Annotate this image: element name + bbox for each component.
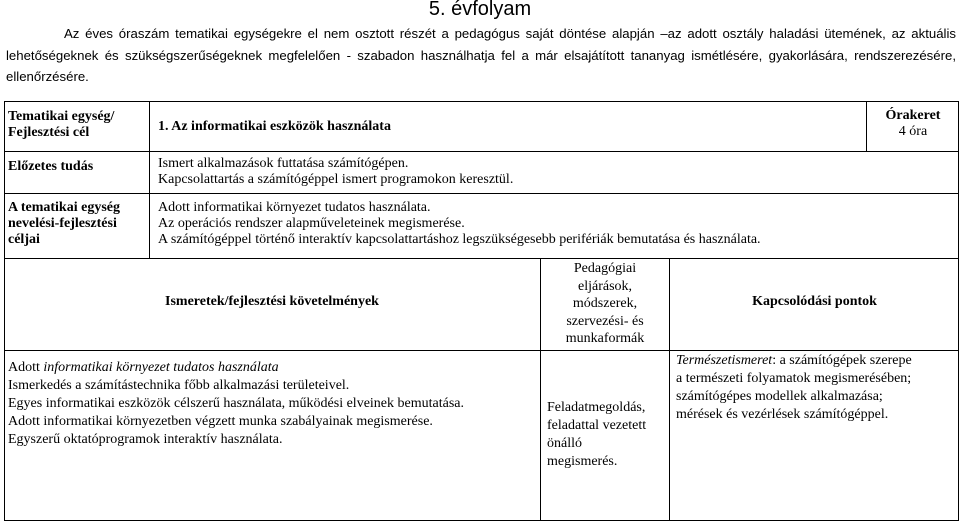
header-line: módszerek,: [572, 296, 638, 311]
content-line: megismerés.: [547, 454, 618, 469]
header-line: eljárások,: [577, 278, 633, 294]
label-elozetes-tudas: Előzetes tudás: [8, 159, 94, 174]
content-line: [8, 359, 464, 377]
content-line: mérések és vezérlések számítógéppel.: [676, 407, 889, 422]
orakeret-value: 4 óra: [898, 124, 928, 139]
label-line: céljai: [8, 232, 40, 247]
content-line: Egyszerű oktatóprogramok interaktív használata.: [8, 432, 283, 447]
row-divider: [4, 258, 959, 259]
orakeret-label: Órakeret: [885, 108, 941, 123]
intro-paragraph: Az éves óraszám tematikai egységekre el nem osztott részét a pedagógus saját döntése alapján –az adott osztály haladási ütemének, az aktuális lehetőségeknek és szükségszerűségeknek megfelelően - szabadon használhatja fel a már elsajátított tananyag ismétlésére, gyakorlására, rendszerezésére, ellenőrzésére.: [6, 26, 956, 84]
label-tematikai-egyseg: [8, 109, 114, 141]
header-line: munkaformák: [565, 331, 645, 346]
label-line: nevelési-fejlesztési: [8, 216, 117, 231]
kapcsolodasi-content: [676, 352, 912, 424]
content-line: Adott informatikai környezetben végzett munka szabályainak megismerése.: [8, 414, 433, 429]
orakeret-cell: [867, 108, 959, 140]
row-divider: [4, 350, 959, 351]
elozetes-content: [158, 156, 513, 188]
page-title: 5. évfolyam: [428, 0, 532, 20]
content-line: számítógépes modellek alkalmazása;: [676, 389, 883, 404]
label-line: Tematikai egység/: [8, 109, 115, 124]
header-line: szervezési- és: [566, 313, 644, 329]
header-kapcsolodasi: Kapcsolódási pontok: [752, 294, 877, 309]
content-line: feladattal vezetett: [547, 418, 647, 433]
content-line: Az operációs rendszer alapműveleteinek megismerése.: [158, 216, 465, 231]
label-line: Fejlesztési cél: [8, 125, 90, 140]
header-line: Pedagógiai: [573, 261, 637, 276]
intro-text: Adott: [8, 360, 44, 375]
content-line: Adott informatikai környezet tudatos használata.: [158, 200, 431, 215]
label-celjai: [8, 200, 120, 248]
content-line: Egyes informatikai eszközök célszerű használata, működési elveinek bemutatása.: [8, 396, 464, 411]
content-line: Kapcsolattartás a számítógéppel ismert programokon keresztül.: [158, 172, 514, 187]
col-divider: [149, 101, 150, 258]
content-line: [676, 352, 912, 370]
row-divider: [4, 193, 959, 194]
header-ismeretek: Ismeretek/fejlesztési követelmények: [165, 294, 379, 309]
pedagogiai-content: [547, 399, 646, 471]
content-line: Ismerkedés a számítástechnika főbb alkalmazási területeivel.: [8, 378, 350, 393]
content-line: Ismert alkalmazások futtatása számítógépen.: [158, 156, 409, 171]
row-divider: [4, 151, 959, 152]
label-line: A tematikai egység: [8, 200, 120, 215]
content-line: a természeti folyamatok megismerésében;: [676, 371, 912, 386]
lead-rest: : a számítógépek szerepe: [772, 353, 912, 368]
header-pedagogiai: [541, 260, 669, 348]
content-line: Feladatmegoldás,: [547, 400, 646, 415]
intro-italic: informatikai környezet tudatos használata: [43, 360, 279, 375]
content-line: A számítógéppel történő interaktív kapcsolattartáshoz legszükségesebb perifériák bemutatása és használata.: [158, 232, 761, 247]
subject-name: Természetismeret: [676, 353, 773, 368]
unit-title: 1. Az informatikai eszközök használata: [158, 119, 391, 134]
ismeretek-content: [8, 359, 464, 449]
content-line: önálló: [547, 436, 582, 451]
celjai-content: [158, 200, 761, 248]
